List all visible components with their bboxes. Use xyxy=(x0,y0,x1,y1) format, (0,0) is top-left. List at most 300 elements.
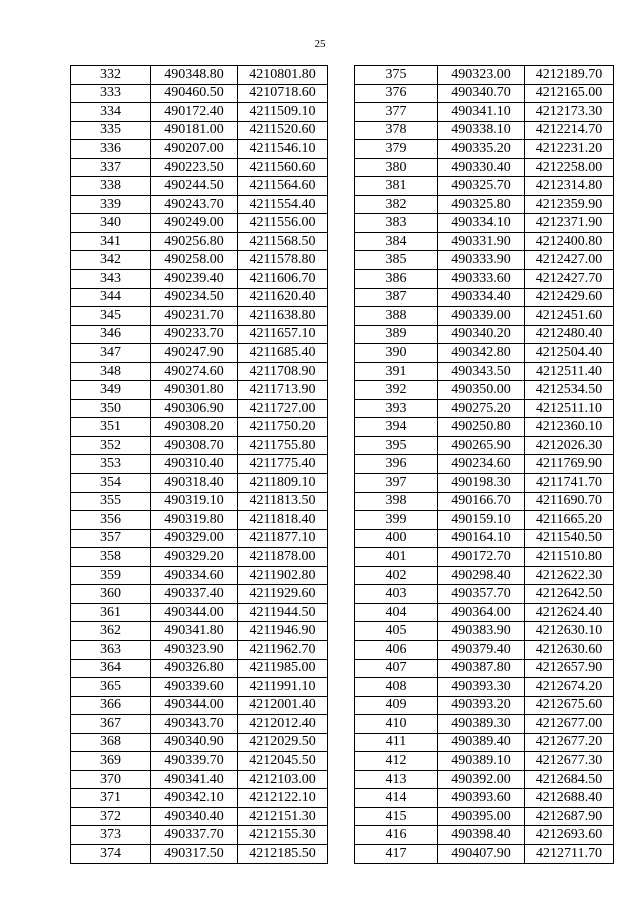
point-number-cell: 353 xyxy=(71,455,151,474)
x-coordinate-cell: 490334.60 xyxy=(151,566,238,585)
y-coordinate-cell: 4212511.10 xyxy=(525,399,614,418)
table-row xyxy=(355,325,614,344)
table-row xyxy=(71,659,328,678)
table-row xyxy=(355,659,614,678)
x-coordinate-cell: 490249.00 xyxy=(151,214,238,233)
table-row xyxy=(355,789,614,808)
x-coordinate-cell: 490247.90 xyxy=(151,344,238,363)
table-row xyxy=(71,344,328,363)
x-coordinate-cell: 490310.40 xyxy=(151,455,238,474)
point-number-cell: 341 xyxy=(71,232,151,251)
table-row xyxy=(355,84,614,103)
x-coordinate-cell: 490172.40 xyxy=(151,103,238,122)
x-coordinate-cell: 490393.30 xyxy=(438,678,525,697)
y-coordinate-cell: 4212429.60 xyxy=(525,288,614,307)
table-row xyxy=(71,548,328,567)
y-coordinate-cell: 4211769.90 xyxy=(525,455,614,474)
point-number-cell: 410 xyxy=(355,715,438,734)
table-row xyxy=(71,622,328,641)
table-row xyxy=(71,436,328,455)
x-coordinate-cell: 490233.70 xyxy=(151,325,238,344)
y-coordinate-cell: 4212214.70 xyxy=(525,121,614,140)
y-coordinate-cell: 4212624.40 xyxy=(525,603,614,622)
table-row xyxy=(355,752,614,771)
table-row xyxy=(355,251,614,270)
x-coordinate-cell: 490340.20 xyxy=(438,325,525,344)
table-row xyxy=(355,307,614,326)
x-coordinate-cell: 490335.20 xyxy=(438,140,525,159)
table-row xyxy=(355,585,614,604)
point-number-cell: 374 xyxy=(71,844,151,863)
table-row xyxy=(71,307,328,326)
point-number-cell: 414 xyxy=(355,789,438,808)
point-number-cell: 386 xyxy=(355,270,438,289)
point-number-cell: 387 xyxy=(355,288,438,307)
y-coordinate-cell: 4212029.50 xyxy=(238,733,328,752)
point-number-cell: 356 xyxy=(71,511,151,530)
y-coordinate-cell: 4211638.80 xyxy=(238,307,328,326)
y-coordinate-cell: 4211708.90 xyxy=(238,362,328,381)
table-row xyxy=(71,158,328,177)
point-number-cell: 338 xyxy=(71,177,151,196)
x-coordinate-cell: 490350.00 xyxy=(438,381,525,400)
x-coordinate-cell: 490306.90 xyxy=(151,399,238,418)
x-coordinate-cell: 490250.80 xyxy=(438,418,525,437)
y-coordinate-cell: 4211775.40 xyxy=(238,455,328,474)
x-coordinate-cell: 490343.70 xyxy=(151,715,238,734)
table-row xyxy=(71,789,328,808)
y-coordinate-cell: 4211813.50 xyxy=(238,492,328,511)
point-number-cell: 373 xyxy=(71,826,151,845)
table-row xyxy=(71,381,328,400)
x-coordinate-cell: 490317.50 xyxy=(151,844,238,863)
table-row xyxy=(71,640,328,659)
y-coordinate-cell: 4212677.30 xyxy=(525,752,614,771)
y-coordinate-cell: 4212359.90 xyxy=(525,195,614,214)
x-coordinate-cell: 490234.50 xyxy=(151,288,238,307)
table-row xyxy=(71,474,328,493)
x-coordinate-cell: 490337.70 xyxy=(151,826,238,845)
x-coordinate-cell: 490223.50 xyxy=(151,158,238,177)
y-coordinate-cell: 4212185.50 xyxy=(238,844,328,863)
table-row xyxy=(355,603,614,622)
x-coordinate-cell: 490198.30 xyxy=(438,474,525,493)
y-coordinate-cell: 4212687.90 xyxy=(525,807,614,826)
y-coordinate-cell: 4211606.70 xyxy=(238,270,328,289)
table-row xyxy=(71,103,328,122)
y-coordinate-cell: 4211755.80 xyxy=(238,436,328,455)
x-coordinate-cell: 490318.40 xyxy=(151,474,238,493)
y-coordinate-cell: 4210801.80 xyxy=(238,66,328,85)
y-coordinate-cell: 4212693.60 xyxy=(525,826,614,845)
x-coordinate-cell: 490323.90 xyxy=(151,640,238,659)
point-number-cell: 362 xyxy=(71,622,151,641)
x-coordinate-cell: 490258.00 xyxy=(151,251,238,270)
y-coordinate-cell: 4212165.00 xyxy=(525,84,614,103)
x-coordinate-cell: 490172.70 xyxy=(438,548,525,567)
y-coordinate-cell: 4211741.70 xyxy=(525,474,614,493)
y-coordinate-cell: 4210718.60 xyxy=(238,84,328,103)
table-row xyxy=(355,381,614,400)
point-number-cell: 343 xyxy=(71,270,151,289)
table-row xyxy=(71,715,328,734)
point-number-cell: 350 xyxy=(71,399,151,418)
y-coordinate-cell: 4212258.00 xyxy=(525,158,614,177)
point-number-cell: 403 xyxy=(355,585,438,604)
y-coordinate-cell: 4212534.50 xyxy=(525,381,614,400)
y-coordinate-cell: 4212427.70 xyxy=(525,270,614,289)
x-coordinate-cell: 490348.80 xyxy=(151,66,238,85)
y-coordinate-cell: 4211556.00 xyxy=(238,214,328,233)
x-coordinate-cell: 490234.60 xyxy=(438,455,525,474)
y-coordinate-cell: 4212642.50 xyxy=(525,585,614,604)
y-coordinate-cell: 4212504.40 xyxy=(525,344,614,363)
table-row xyxy=(71,325,328,344)
x-coordinate-cell: 490325.80 xyxy=(438,195,525,214)
x-coordinate-cell: 490331.90 xyxy=(438,232,525,251)
coordinates-table-left-body xyxy=(71,66,328,864)
table-row xyxy=(71,807,328,826)
table-row xyxy=(355,807,614,826)
x-coordinate-cell: 490274.60 xyxy=(151,362,238,381)
y-coordinate-cell: 4212122.10 xyxy=(238,789,328,808)
y-coordinate-cell: 4212360.10 xyxy=(525,418,614,437)
table-row xyxy=(355,640,614,659)
x-coordinate-cell: 490333.90 xyxy=(438,251,525,270)
point-number-cell: 334 xyxy=(71,103,151,122)
table-row xyxy=(355,177,614,196)
table-row xyxy=(71,121,328,140)
x-coordinate-cell: 490460.50 xyxy=(151,84,238,103)
table-row xyxy=(71,418,328,437)
point-number-cell: 409 xyxy=(355,696,438,715)
y-coordinate-cell: 4212012.40 xyxy=(238,715,328,734)
table-row xyxy=(355,566,614,585)
y-coordinate-cell: 4211540.50 xyxy=(525,529,614,548)
point-number-cell: 369 xyxy=(71,752,151,771)
point-number-cell: 371 xyxy=(71,789,151,808)
x-coordinate-cell: 490393.60 xyxy=(438,789,525,808)
y-coordinate-cell: 4212677.00 xyxy=(525,715,614,734)
point-number-cell: 395 xyxy=(355,436,438,455)
table-row xyxy=(355,622,614,641)
y-coordinate-cell: 4212400.80 xyxy=(525,232,614,251)
x-coordinate-cell: 490337.40 xyxy=(151,585,238,604)
point-number-cell: 372 xyxy=(71,807,151,826)
coordinates-table-right-body xyxy=(355,66,614,864)
x-coordinate-cell: 490275.20 xyxy=(438,399,525,418)
point-number-cell: 389 xyxy=(355,325,438,344)
point-number-cell: 399 xyxy=(355,511,438,530)
table-row xyxy=(355,288,614,307)
point-number-cell: 352 xyxy=(71,436,151,455)
table-row xyxy=(355,399,614,418)
x-coordinate-cell: 490308.20 xyxy=(151,418,238,437)
point-number-cell: 382 xyxy=(355,195,438,214)
point-number-cell: 416 xyxy=(355,826,438,845)
point-number-cell: 332 xyxy=(71,66,151,85)
point-number-cell: 351 xyxy=(71,418,151,437)
table-row xyxy=(71,66,328,85)
y-coordinate-cell: 4211929.60 xyxy=(238,585,328,604)
table-row xyxy=(71,696,328,715)
coordinates-table-left xyxy=(70,65,328,864)
y-coordinate-cell: 4211546.10 xyxy=(238,140,328,159)
point-number-cell: 359 xyxy=(71,566,151,585)
x-coordinate-cell: 490301.80 xyxy=(151,381,238,400)
table-row xyxy=(71,585,328,604)
point-number-cell: 340 xyxy=(71,214,151,233)
point-number-cell: 405 xyxy=(355,622,438,641)
point-number-cell: 367 xyxy=(71,715,151,734)
table-row xyxy=(355,66,614,85)
table-row xyxy=(355,474,614,493)
x-coordinate-cell: 490340.70 xyxy=(438,84,525,103)
y-coordinate-cell: 4212674.20 xyxy=(525,678,614,697)
y-coordinate-cell: 4211991.10 xyxy=(238,678,328,697)
x-coordinate-cell: 490339.60 xyxy=(151,678,238,697)
y-coordinate-cell: 4212688.40 xyxy=(525,789,614,808)
point-number-cell: 390 xyxy=(355,344,438,363)
point-number-cell: 380 xyxy=(355,158,438,177)
point-number-cell: 344 xyxy=(71,288,151,307)
y-coordinate-cell: 4212151.30 xyxy=(238,807,328,826)
table-row xyxy=(355,455,614,474)
point-number-cell: 388 xyxy=(355,307,438,326)
y-coordinate-cell: 4212677.20 xyxy=(525,733,614,752)
x-coordinate-cell: 490364.00 xyxy=(438,603,525,622)
x-coordinate-cell: 490326.80 xyxy=(151,659,238,678)
table-row xyxy=(355,121,614,140)
y-coordinate-cell: 4212371.90 xyxy=(525,214,614,233)
point-number-cell: 408 xyxy=(355,678,438,697)
x-coordinate-cell: 490323.00 xyxy=(438,66,525,85)
point-number-cell: 377 xyxy=(355,103,438,122)
y-coordinate-cell: 4211520.60 xyxy=(238,121,328,140)
y-coordinate-cell: 4211713.90 xyxy=(238,381,328,400)
point-number-cell: 415 xyxy=(355,807,438,826)
x-coordinate-cell: 490333.60 xyxy=(438,270,525,289)
table-row xyxy=(355,103,614,122)
y-coordinate-cell: 4211564.60 xyxy=(238,177,328,196)
table-row xyxy=(355,733,614,752)
point-number-cell: 361 xyxy=(71,603,151,622)
point-number-cell: 339 xyxy=(71,195,151,214)
point-number-cell: 385 xyxy=(355,251,438,270)
y-coordinate-cell: 4212630.60 xyxy=(525,640,614,659)
table-row xyxy=(355,158,614,177)
point-number-cell: 411 xyxy=(355,733,438,752)
table-row xyxy=(355,770,614,789)
x-coordinate-cell: 490334.10 xyxy=(438,214,525,233)
point-number-cell: 355 xyxy=(71,492,151,511)
table-row xyxy=(71,733,328,752)
point-number-cell: 404 xyxy=(355,603,438,622)
table-row xyxy=(71,140,328,159)
point-number-cell: 342 xyxy=(71,251,151,270)
point-number-cell: 392 xyxy=(355,381,438,400)
table-row xyxy=(71,492,328,511)
x-coordinate-cell: 490329.20 xyxy=(151,548,238,567)
y-coordinate-cell: 4212711.70 xyxy=(525,844,614,863)
table-row xyxy=(355,492,614,511)
y-coordinate-cell: 4212451.60 xyxy=(525,307,614,326)
y-coordinate-cell: 4212231.20 xyxy=(525,140,614,159)
x-coordinate-cell: 490308.70 xyxy=(151,436,238,455)
x-coordinate-cell: 490244.50 xyxy=(151,177,238,196)
x-coordinate-cell: 490298.40 xyxy=(438,566,525,585)
y-coordinate-cell: 4212427.00 xyxy=(525,251,614,270)
point-number-cell: 384 xyxy=(355,232,438,251)
table-row xyxy=(71,678,328,697)
x-coordinate-cell: 490339.00 xyxy=(438,307,525,326)
table-row xyxy=(71,844,328,863)
table-row xyxy=(355,548,614,567)
y-coordinate-cell: 4212001.40 xyxy=(238,696,328,715)
x-coordinate-cell: 490341.40 xyxy=(151,770,238,789)
y-coordinate-cell: 4211962.70 xyxy=(238,640,328,659)
x-coordinate-cell: 490159.10 xyxy=(438,511,525,530)
table-row xyxy=(71,270,328,289)
y-coordinate-cell: 4211877.10 xyxy=(238,529,328,548)
y-coordinate-cell: 4211902.80 xyxy=(238,566,328,585)
point-number-cell: 401 xyxy=(355,548,438,567)
table-row xyxy=(71,826,328,845)
x-coordinate-cell: 490342.10 xyxy=(151,789,238,808)
y-coordinate-cell: 4211809.10 xyxy=(238,474,328,493)
x-coordinate-cell: 490395.00 xyxy=(438,807,525,826)
x-coordinate-cell: 490329.00 xyxy=(151,529,238,548)
point-number-cell: 360 xyxy=(71,585,151,604)
x-coordinate-cell: 490357.70 xyxy=(438,585,525,604)
y-coordinate-cell: 4211620.40 xyxy=(238,288,328,307)
point-number-cell: 381 xyxy=(355,177,438,196)
table-row xyxy=(71,214,328,233)
coordinates-table-right xyxy=(354,65,614,864)
table-row xyxy=(355,232,614,251)
table-row xyxy=(71,455,328,474)
x-coordinate-cell: 490344.00 xyxy=(151,603,238,622)
point-number-cell: 337 xyxy=(71,158,151,177)
x-coordinate-cell: 490239.40 xyxy=(151,270,238,289)
table-row xyxy=(355,826,614,845)
x-coordinate-cell: 490334.40 xyxy=(438,288,525,307)
x-coordinate-cell: 490265.90 xyxy=(438,436,525,455)
point-number-cell: 358 xyxy=(71,548,151,567)
point-number-cell: 370 xyxy=(71,770,151,789)
y-coordinate-cell: 4212630.10 xyxy=(525,622,614,641)
x-coordinate-cell: 490339.70 xyxy=(151,752,238,771)
x-coordinate-cell: 490231.70 xyxy=(151,307,238,326)
x-coordinate-cell: 490166.70 xyxy=(438,492,525,511)
point-number-cell: 383 xyxy=(355,214,438,233)
point-number-cell: 406 xyxy=(355,640,438,659)
point-number-cell: 364 xyxy=(71,659,151,678)
y-coordinate-cell: 4211665.20 xyxy=(525,511,614,530)
point-number-cell: 397 xyxy=(355,474,438,493)
table-row xyxy=(71,177,328,196)
table-row xyxy=(355,214,614,233)
x-coordinate-cell: 490319.80 xyxy=(151,511,238,530)
table-row xyxy=(355,140,614,159)
x-coordinate-cell: 490256.80 xyxy=(151,232,238,251)
point-number-cell: 348 xyxy=(71,362,151,381)
point-number-cell: 354 xyxy=(71,474,151,493)
point-number-cell: 347 xyxy=(71,344,151,363)
table-row xyxy=(355,270,614,289)
y-coordinate-cell: 4211578.80 xyxy=(238,251,328,270)
table-row xyxy=(355,696,614,715)
x-coordinate-cell: 490325.70 xyxy=(438,177,525,196)
point-number-cell: 379 xyxy=(355,140,438,159)
x-coordinate-cell: 490387.80 xyxy=(438,659,525,678)
y-coordinate-cell: 4211818.40 xyxy=(238,511,328,530)
point-number-cell: 391 xyxy=(355,362,438,381)
point-number-cell: 398 xyxy=(355,492,438,511)
table-row xyxy=(71,84,328,103)
x-coordinate-cell: 490398.40 xyxy=(438,826,525,845)
point-number-cell: 335 xyxy=(71,121,151,140)
point-number-cell: 368 xyxy=(71,733,151,752)
x-coordinate-cell: 490344.00 xyxy=(151,696,238,715)
x-coordinate-cell: 490389.40 xyxy=(438,733,525,752)
x-coordinate-cell: 490389.30 xyxy=(438,715,525,734)
y-coordinate-cell: 4211560.60 xyxy=(238,158,328,177)
point-number-cell: 378 xyxy=(355,121,438,140)
table-row xyxy=(71,511,328,530)
point-number-cell: 407 xyxy=(355,659,438,678)
y-coordinate-cell: 4211685.40 xyxy=(238,344,328,363)
table-row xyxy=(355,715,614,734)
y-coordinate-cell: 4212155.30 xyxy=(238,826,328,845)
y-coordinate-cell: 4211690.70 xyxy=(525,492,614,511)
x-coordinate-cell: 490407.90 xyxy=(438,844,525,863)
y-coordinate-cell: 4212173.30 xyxy=(525,103,614,122)
table-row xyxy=(71,752,328,771)
point-number-cell: 376 xyxy=(355,84,438,103)
x-coordinate-cell: 490379.40 xyxy=(438,640,525,659)
table-row xyxy=(71,195,328,214)
x-coordinate-cell: 490340.40 xyxy=(151,807,238,826)
y-coordinate-cell: 4211657.10 xyxy=(238,325,328,344)
x-coordinate-cell: 490342.80 xyxy=(438,344,525,363)
y-coordinate-cell: 4212026.30 xyxy=(525,436,614,455)
point-number-cell: 346 xyxy=(71,325,151,344)
y-coordinate-cell: 4211509.10 xyxy=(238,103,328,122)
x-coordinate-cell: 490330.40 xyxy=(438,158,525,177)
table-row xyxy=(71,232,328,251)
y-coordinate-cell: 4212480.40 xyxy=(525,325,614,344)
x-coordinate-cell: 490392.00 xyxy=(438,770,525,789)
table-row xyxy=(355,529,614,548)
table-row xyxy=(71,529,328,548)
x-coordinate-cell: 490319.10 xyxy=(151,492,238,511)
x-coordinate-cell: 490341.80 xyxy=(151,622,238,641)
table-row xyxy=(355,195,614,214)
table-row xyxy=(71,566,328,585)
table-row xyxy=(71,770,328,789)
point-number-cell: 333 xyxy=(71,84,151,103)
point-number-cell: 357 xyxy=(71,529,151,548)
table-row xyxy=(355,362,614,381)
point-number-cell: 363 xyxy=(71,640,151,659)
table-row xyxy=(355,678,614,697)
x-coordinate-cell: 490389.10 xyxy=(438,752,525,771)
x-coordinate-cell: 490383.90 xyxy=(438,622,525,641)
y-coordinate-cell: 4212314.80 xyxy=(525,177,614,196)
table-row xyxy=(71,603,328,622)
point-number-cell: 349 xyxy=(71,381,151,400)
